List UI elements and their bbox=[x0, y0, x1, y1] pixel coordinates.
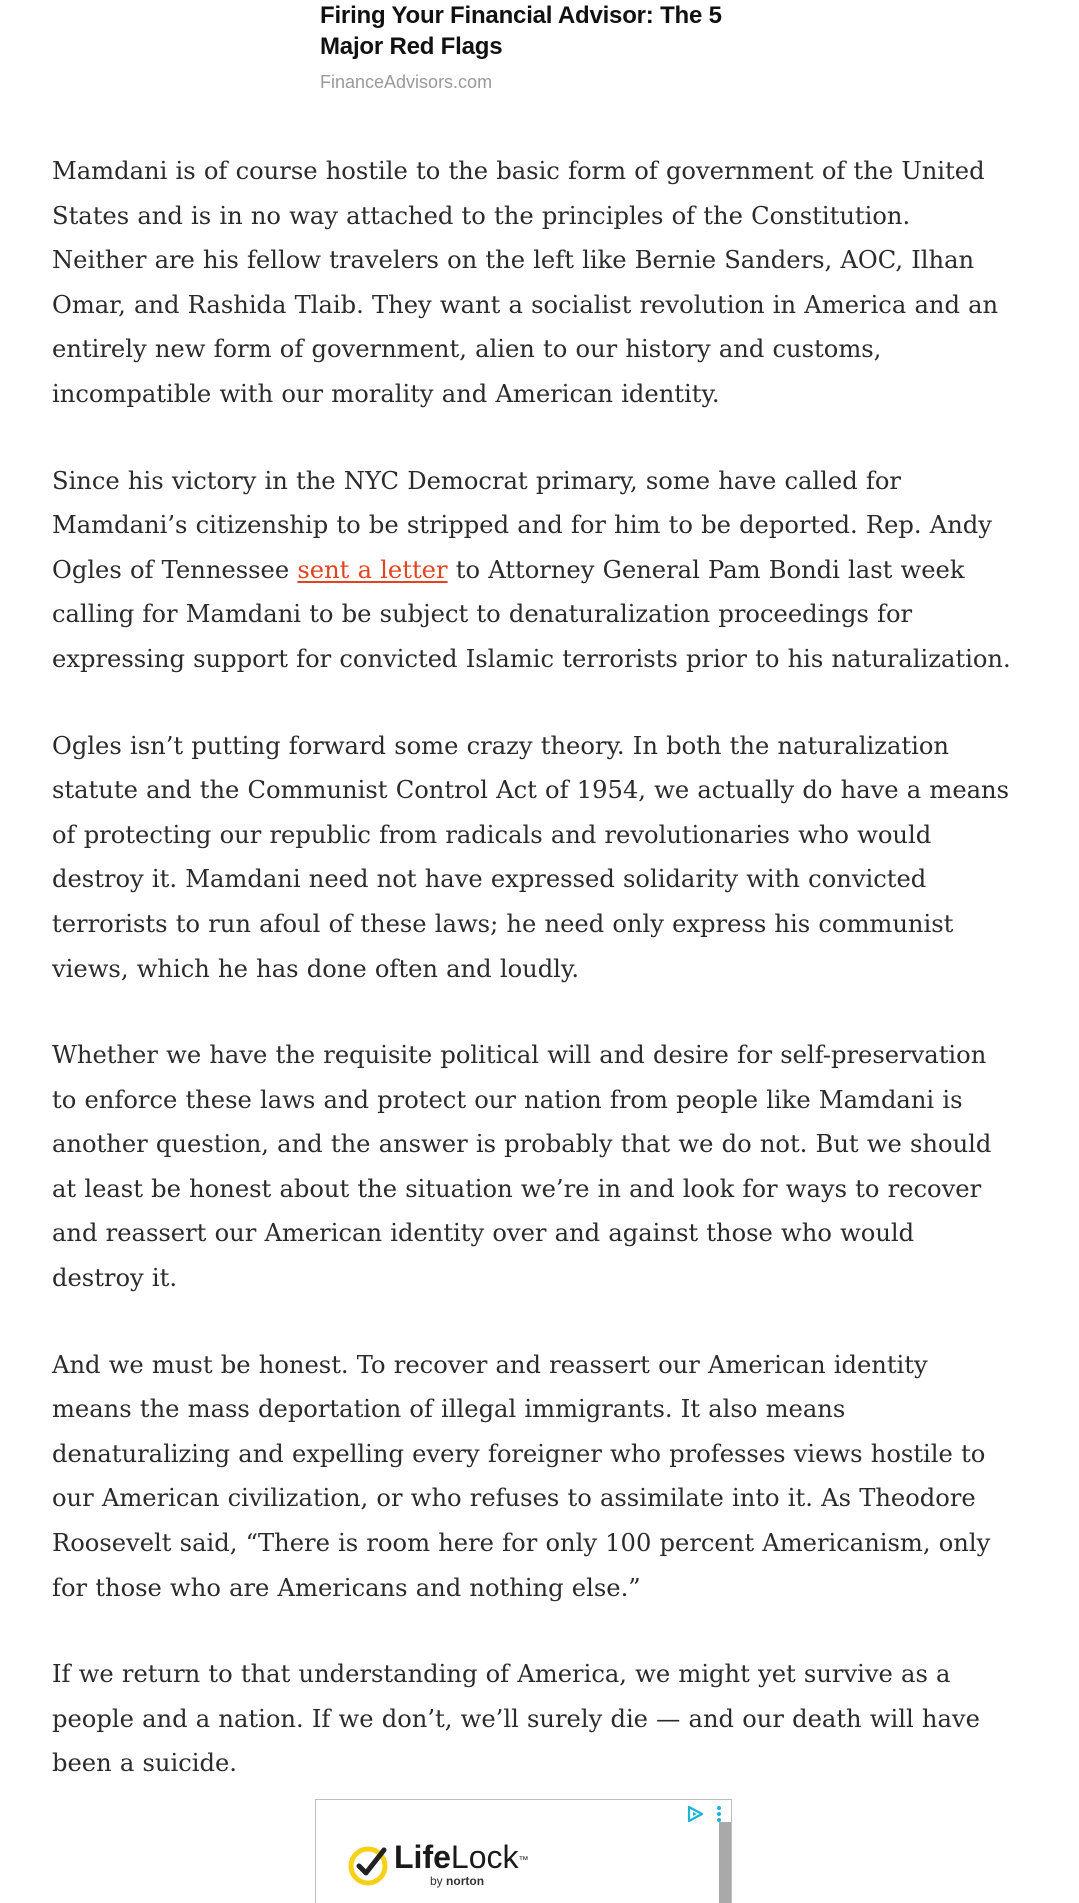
article-paragraph: And we must be honest. To recover and reassert our American identity means the mass deportation of illegal immigrants. It also means denaturalizing and expelling every foreigner who professes views hostile to our American civilization, or who refuses to assimilate into it. As Theodore Roosevelt said, “There is room here for only 100 percent Americanism, only for those who are Americans and nothing else.” bbox=[52, 1350, 991, 1602]
sponsored-title[interactable]: Firing Your Financial Advisor: The 5 Major Red Flags bbox=[320, 2, 722, 60]
paragraph-text: to Attorney General Pam Bondi last week calling for Mamdani to be subject to denaturalization proceedings for expressing support for convicted Islamic terrorists prior to his naturalization. bbox=[52, 555, 1011, 673]
article-body bbox=[52, 149, 1012, 1828]
more-options-icon[interactable] bbox=[713, 1804, 725, 1824]
sent-a-letter-link[interactable]: sent a letter bbox=[297, 555, 448, 584]
sponsored-source: FinanceAdvisors.com bbox=[320, 72, 493, 92]
brand-life: Life bbox=[394, 1839, 451, 1875]
ad-scrollbar[interactable] bbox=[719, 1822, 731, 1903]
paragraph-text: Since his victory in the NYC Democrat primary, some have called for Mamdani’s citizenship to be stripped and for him to be deported. Rep. Andy Ogles of Tennessee bbox=[52, 466, 992, 584]
lifelock-ad[interactable] bbox=[315, 1799, 732, 1903]
brand-lock: Lock bbox=[450, 1839, 519, 1875]
article-paragraph: Whether we have the requisite political will and desire for self-preservation to enforce these laws and protect our nation from people like Mamdani is another question, and the answer is probably that we do not. But we should at least be honest about the situation we’re in and look for ways to recover and reassert our American identity over and against those who would destroy it. bbox=[52, 1041, 992, 1293]
article-paragraph: Ogles isn’t putting forward some crazy theory. In both the naturalization statute and the Communist Control Act of 1954, we actually do have a means of protecting our republic from radicals and revolutionaries who would destroy it. Mamdani need not have expressed solidarity with convicted terrorists to run afoul of these laws; he need only express his communist views, which he has done often and loudly. bbox=[52, 731, 1010, 983]
lifelock-logo[interactable] bbox=[348, 1838, 538, 1892]
lifelock-check-icon bbox=[348, 1844, 390, 1886]
lifelock-wordmark bbox=[394, 1840, 528, 1874]
sponsored-headline[interactable] bbox=[320, 0, 780, 93]
norton-label: norton bbox=[446, 1874, 485, 1888]
trademark-mark: ™ bbox=[518, 1855, 529, 1866]
by-label: by bbox=[430, 1874, 443, 1888]
article-paragraph: If we return to that understanding of America, we might yet survive as a people and a nation. If we don’t, we’ll surely die — and our death will have been a suicide. bbox=[52, 1660, 980, 1778]
by-norton-label bbox=[430, 1874, 484, 1888]
article-paragraph: Mamdani is of course hostile to the basic form of government of the United States and is in no way attached to the principles of the Constitution. Neither are his fellow travelers on the left like Bernie Sanders, AOC, Ilhan Omar, and Rashida Tlaib. They want a socialist revolution in America and an entirely new form of government, alien to our history and customs, incompatible with our morality and American identity. bbox=[52, 157, 999, 408]
article-paragraph bbox=[52, 459, 1012, 682]
adchoices-icon[interactable] bbox=[685, 1804, 705, 1824]
